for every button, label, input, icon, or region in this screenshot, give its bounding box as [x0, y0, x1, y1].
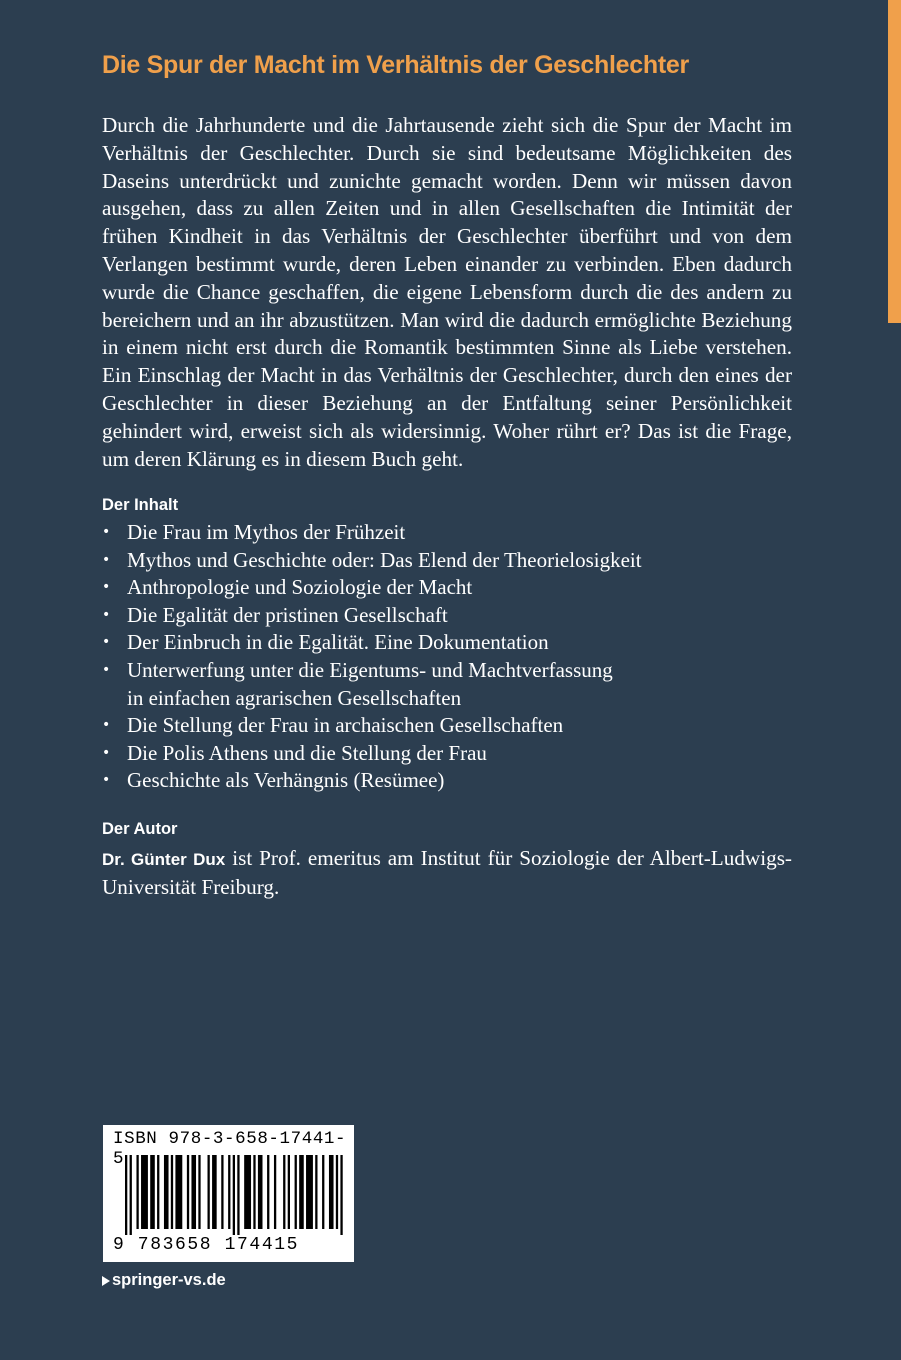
- barcode-bar: [212, 1155, 217, 1229]
- list-item-label: Der Einbruch in die Egalität. Eine Dokumentation: [127, 630, 549, 655]
- website-text: springer-vs.de: [112, 1271, 226, 1289]
- barcode-bar: [258, 1155, 263, 1229]
- list-item: [102, 767, 792, 795]
- barcode-bar: [228, 1155, 230, 1229]
- barcode-bar: [244, 1155, 251, 1229]
- barcode-bar: [175, 1155, 182, 1229]
- list-item: [102, 740, 792, 768]
- bullet-icon: •: [102, 744, 111, 761]
- isbn-barcode: [103, 1125, 354, 1262]
- list-item-label: Geschichte als Verhängnis (Resümee): [127, 768, 445, 793]
- author-bio-text: ist Prof. emeritus am Institut für Soziologie der Albert-Ludwigs-Universität Freiburg.: [102, 846, 792, 899]
- list-item: [102, 657, 792, 712]
- list-item-label: Die Frau im Mythos der Frühzeit: [127, 520, 406, 544]
- barcode-bars: [125, 1155, 345, 1235]
- website-link[interactable]: [102, 1271, 226, 1290]
- barcode-bar: [283, 1155, 285, 1229]
- contents-list: [102, 519, 792, 795]
- barcode-bar: [329, 1155, 334, 1229]
- list-item: [102, 519, 792, 547]
- bullet-icon: •: [102, 606, 111, 623]
- barcode-bar: [150, 1155, 155, 1229]
- list-item-label: Die Polis Athens und die Stellung der Frau: [127, 740, 487, 765]
- list-item-label: Die Egalität der pristinen Gesellschaft: [127, 602, 448, 627]
- barcode-bar: [336, 1155, 338, 1229]
- barcode-bar: [187, 1155, 189, 1229]
- list-item-label: Die Stellung der Frau in archaischen Gesellschaften: [127, 713, 564, 738]
- author-name: Dr. Günter Dux: [102, 850, 226, 869]
- barcode-bar: [157, 1155, 159, 1229]
- barcode-bar: [306, 1155, 313, 1229]
- barcode-bar: [136, 1155, 138, 1229]
- barcode-bar: [299, 1155, 304, 1229]
- list-item-label: Unterwerfung unter die Eigentums- und Machtverfassung in einfachen agrarischen Gesellschaften: [127, 657, 613, 710]
- bullet-icon: •: [102, 634, 111, 651]
- bullet-icon: •: [102, 661, 111, 678]
- barcode-bar: [171, 1155, 173, 1229]
- list-item: [102, 629, 792, 657]
- barcode-bar: [267, 1155, 269, 1229]
- barcode-bar: [274, 1155, 276, 1229]
- bullet-icon: •: [102, 579, 111, 596]
- list-item-label: Anthropologie und Soziologie der Macht: [127, 575, 473, 600]
- barcode-bar: [253, 1155, 255, 1229]
- bullet-icon: •: [102, 717, 111, 734]
- list-item-label: Mythos und Geschichte oder: Das Elend der Theorielosigkeit: [127, 547, 642, 572]
- ean-digits: 9 783658 174415: [113, 1235, 300, 1255]
- barcode-bar: [141, 1155, 148, 1229]
- barcode-bar: [164, 1155, 169, 1229]
- barcode-bar: [322, 1155, 324, 1229]
- barcode-bar: [288, 1155, 290, 1229]
- barcode-bar: [237, 1155, 239, 1235]
- barcode-bar: [221, 1155, 223, 1229]
- list-item: [102, 574, 792, 602]
- contents-heading: Der Inhalt: [102, 496, 179, 514]
- barcode-bar: [295, 1155, 297, 1229]
- barcode-bar: [198, 1155, 200, 1229]
- barcode-bar: [340, 1155, 342, 1235]
- bullet-icon: •: [102, 772, 111, 789]
- list-item: [102, 602, 792, 630]
- barcode-bar: [233, 1155, 235, 1235]
- isbn-label: ISBN 978-3-658-17441-5: [113, 1129, 347, 1169]
- blurb-text: Durch die Jahrhunderte und die Jahrtausende zieht sich die Spur der Macht im Verhältnis der Geschlechter. Durch sie sind bedeutsame Möglichkeiten des Daseins unterdrückt und zunichte gemacht worden. Denn wir müssen davon ausgehen, dass zu allen Zeiten und in allen Gesellschaften die Intimität der frühen Kindheit in das Verhältnis der Geschlechter überführt und von dem Verlangen bestimmt wurde, deren Leben einander zu verbinden. Eben dadurch wurde die Chance geschaffen, die eigene Lebensform durch die des andern zu bereichern und an ihr abzustützen. Man wird die dadurch ermöglichte Beziehung in einem nicht erst durch die Romantik bestimmten Sinne als Liebe verstehen. Ein Einschlag der Macht in das Verhältnis der Geschlechter, durch den eines der Geschlechter in dieser Beziehung an der Entfaltung seiner Persönlichkeit gehindert wird, erweist sich als widersinnig. Woher rührt er? Das ist die Frage, um deren Klärung es in diesem Buch geht.: [102, 113, 792, 471]
- barcode-bar: [130, 1155, 132, 1235]
- bullet-icon: •: [102, 524, 111, 540]
- author-heading: Der Autor: [102, 820, 178, 838]
- list-item: [102, 547, 792, 575]
- bullet-icon: •: [102, 551, 111, 568]
- barcode-bar: [208, 1155, 210, 1229]
- list-item: [102, 712, 792, 740]
- book-title: Die Spur der Macht im Verhältnis der Geschlechter: [102, 51, 689, 79]
- barcode-bar: [125, 1155, 127, 1235]
- accent-bar: [888, 0, 901, 323]
- barcode-bar: [191, 1155, 196, 1229]
- author-bio: [102, 845, 792, 902]
- barcode-bar: [315, 1155, 317, 1229]
- play-icon: [102, 1276, 110, 1286]
